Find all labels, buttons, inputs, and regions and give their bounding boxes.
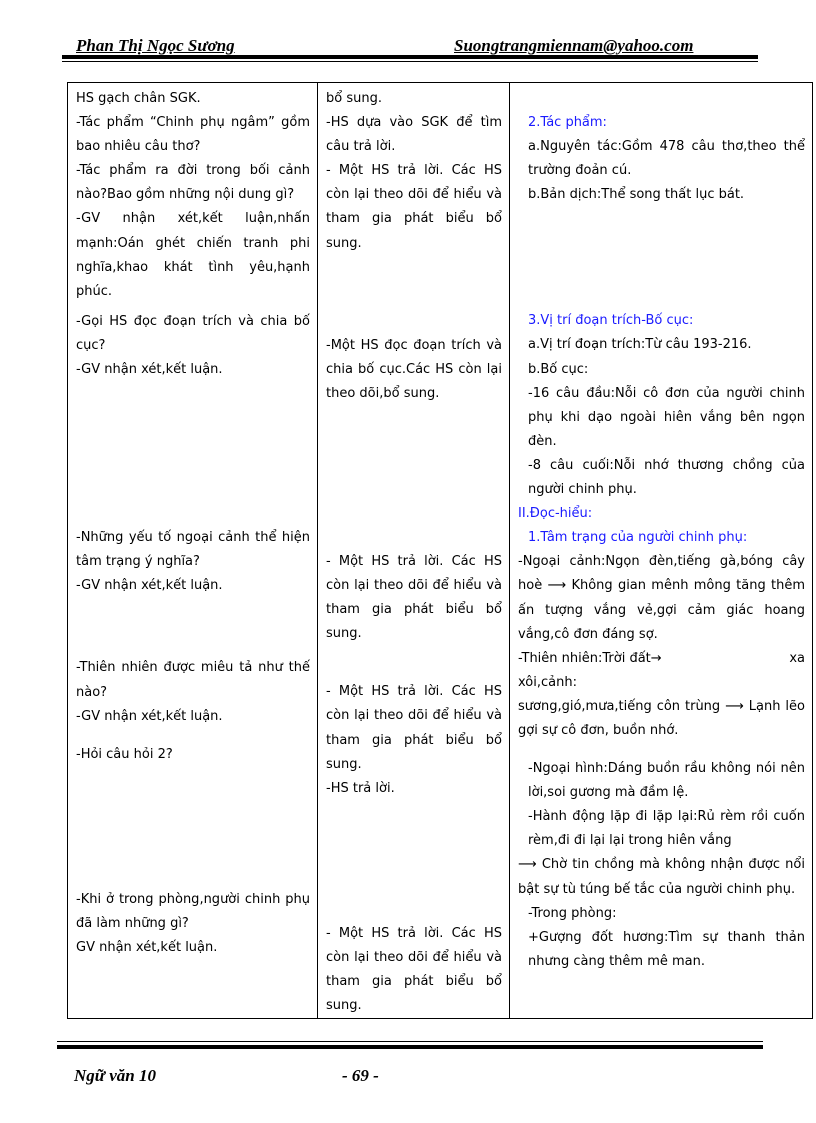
text-line: - Một HS trả lời. Các HS còn lại theo dõi để hiểu và tham gia phát biểu bổ sung. bbox=[326, 684, 502, 772]
author-email: Suongtrangmiennam@yahoo.com bbox=[454, 36, 694, 55]
text-line: -8 câu cuối:Nỗi nhớ thương chồng của người chinh phụ. bbox=[528, 457, 805, 498]
text-line: -Thiên nhiên được miêu tả như thế nào? bbox=[76, 660, 310, 700]
text-line: ⟶ Chờ tin chồng mà không nhận được nổi bật sự tù túng bế tắc của người chinh phụ. bbox=[518, 857, 805, 897]
footer-rule-thick bbox=[57, 1045, 763, 1049]
header-rule-thin bbox=[62, 61, 758, 62]
text-line: -Ngoại cảnh:Ngọn đèn,tiếng gà,bóng cây hoè ⟶ Không gian mênh mông tăng thêm ấn tượng vắng vẻ,gợi cảm giác hoang vắng,cô đơn đáng sợ. bbox=[518, 554, 805, 642]
arrow-icon: ⟶ bbox=[725, 698, 744, 714]
footer-rule-thin bbox=[57, 1041, 763, 1042]
arrow-icon: → bbox=[650, 650, 662, 666]
text-line: -Hành động lặp đi lặp lại:Rủ rèm rồi cuốn rèm,đi đi lại lại trong hiên vắng bbox=[528, 809, 805, 849]
text-line: -Khi ở trong phòng,người chinh phụ đã làm những gì? bbox=[76, 891, 310, 931]
arrow-icon: ⟶ bbox=[518, 857, 537, 873]
content-cell bbox=[510, 83, 813, 1019]
text-line: -GV nhận xét,kết luận,nhấn mạnh:Oán ghét chiến tranh phi nghĩa,khao khát tình yêu,hạnh phúc. bbox=[76, 211, 310, 299]
text-line: sương,gió,mưa,tiếng côn trùng ⟶ Lạnh lẽo gợi sự cô đơn, buồn nhớ. bbox=[518, 698, 805, 738]
arrow-icon: ⟶ bbox=[547, 578, 567, 594]
text-line: -GV nhận xét,kết luận. bbox=[76, 362, 223, 378]
section-heading: 1.Tâm trạng của người chinh phụ: bbox=[528, 530, 748, 546]
text-line: -Thiên nhiên:Trời đất→ xa bbox=[518, 650, 805, 666]
text-line: bổ sung. bbox=[326, 91, 382, 106]
page-footer bbox=[72, 1066, 732, 1090]
text-line: -Một HS đọc đoạn trích và chia bố cục.Các HS còn lại theo dõi,bổ sung. bbox=[326, 337, 502, 401]
text-line: +Gượng đốt hương:Tìm sự thanh thản nhưng càng thêm mê man. bbox=[528, 929, 805, 969]
text-line: -Trong phòng: bbox=[528, 905, 617, 921]
section-heading: II.Đọc-hiểu: bbox=[518, 506, 593, 522]
text-line: xôi,cảnh: bbox=[518, 674, 577, 690]
table-row bbox=[68, 83, 813, 1019]
text-line: -Gọi HS đọc đoạn trích và chia bố cục? bbox=[76, 313, 310, 353]
text-line: -16 câu đầu:Nỗi cô đơn của người chinh phụ khi dạo ngoài hiên vắng bên ngọn đèn. bbox=[528, 385, 805, 449]
text-line: -Tác phẩm ra đời trong bối cảnh nào?Bao gồm những nội dung gì? bbox=[76, 163, 310, 203]
section-heading: 3.Vị trí đoạn trích-Bố cục: bbox=[528, 313, 694, 329]
author-name: Phan Thị Ngọc Sương bbox=[76, 36, 235, 55]
header-rule-thick bbox=[62, 55, 758, 59]
text-line: -GV nhận xét,kết luận. bbox=[76, 578, 223, 594]
text-line: HS gạch chân SGK. bbox=[76, 91, 201, 106]
text-line: -GV nhận xét,kết luận. bbox=[76, 708, 223, 724]
text-line: GV nhận xét,kết luận. bbox=[76, 939, 218, 955]
text-line: b.Bản dịch:Thể song thất lục bát. bbox=[528, 187, 745, 203]
text-line: -HS dựa vào SGK để tìm câu trả lời. bbox=[326, 115, 502, 155]
text-line: -Hỏi câu hỏi 2? bbox=[76, 746, 173, 762]
text-line: a.Nguyên tác:Gồm 478 câu thơ,theo thể trường đoản cú. bbox=[528, 139, 805, 179]
text-line: -Tác phẩm “Chinh phụ ngâm” gồm bao nhiêu câu thơ? bbox=[76, 115, 310, 155]
text-line: -Những yếu tố ngoại cảnh thể hiện tâm trạng ý nghĩa? bbox=[76, 530, 310, 570]
student-cell bbox=[318, 83, 510, 1019]
page-number: - 69 - bbox=[342, 1066, 379, 1085]
lesson-table bbox=[67, 82, 813, 1019]
text-line: -Ngoại hình:Dáng buồn rầu không nói nên lời,soi gương mà đầm lệ. bbox=[528, 761, 805, 801]
text-line: b.Bố cục: bbox=[528, 361, 589, 377]
text-line: -HS trả lời. bbox=[326, 780, 395, 796]
section-heading: 2.Tác phẩm: bbox=[528, 115, 607, 130]
text-line: - Một HS trả lời. Các HS còn lại theo dõi để hiểu và tham gia phát biểu bổ sung. bbox=[326, 163, 502, 251]
teacher-cell bbox=[68, 83, 318, 1019]
book-title: Ngữ văn 10 bbox=[74, 1066, 156, 1085]
text-line: a.Vị trí đoạn trích:Từ câu 193-216. bbox=[528, 337, 752, 353]
text-line: - Một HS trả lời. Các HS còn lại theo dõi để hiểu và tham gia phát biểu bổ sung. bbox=[326, 925, 502, 1014]
text-line: - Một HS trả lời. Các HS còn lại theo dõi để hiểu và tham gia phát biểu bổ sung. bbox=[326, 553, 502, 642]
